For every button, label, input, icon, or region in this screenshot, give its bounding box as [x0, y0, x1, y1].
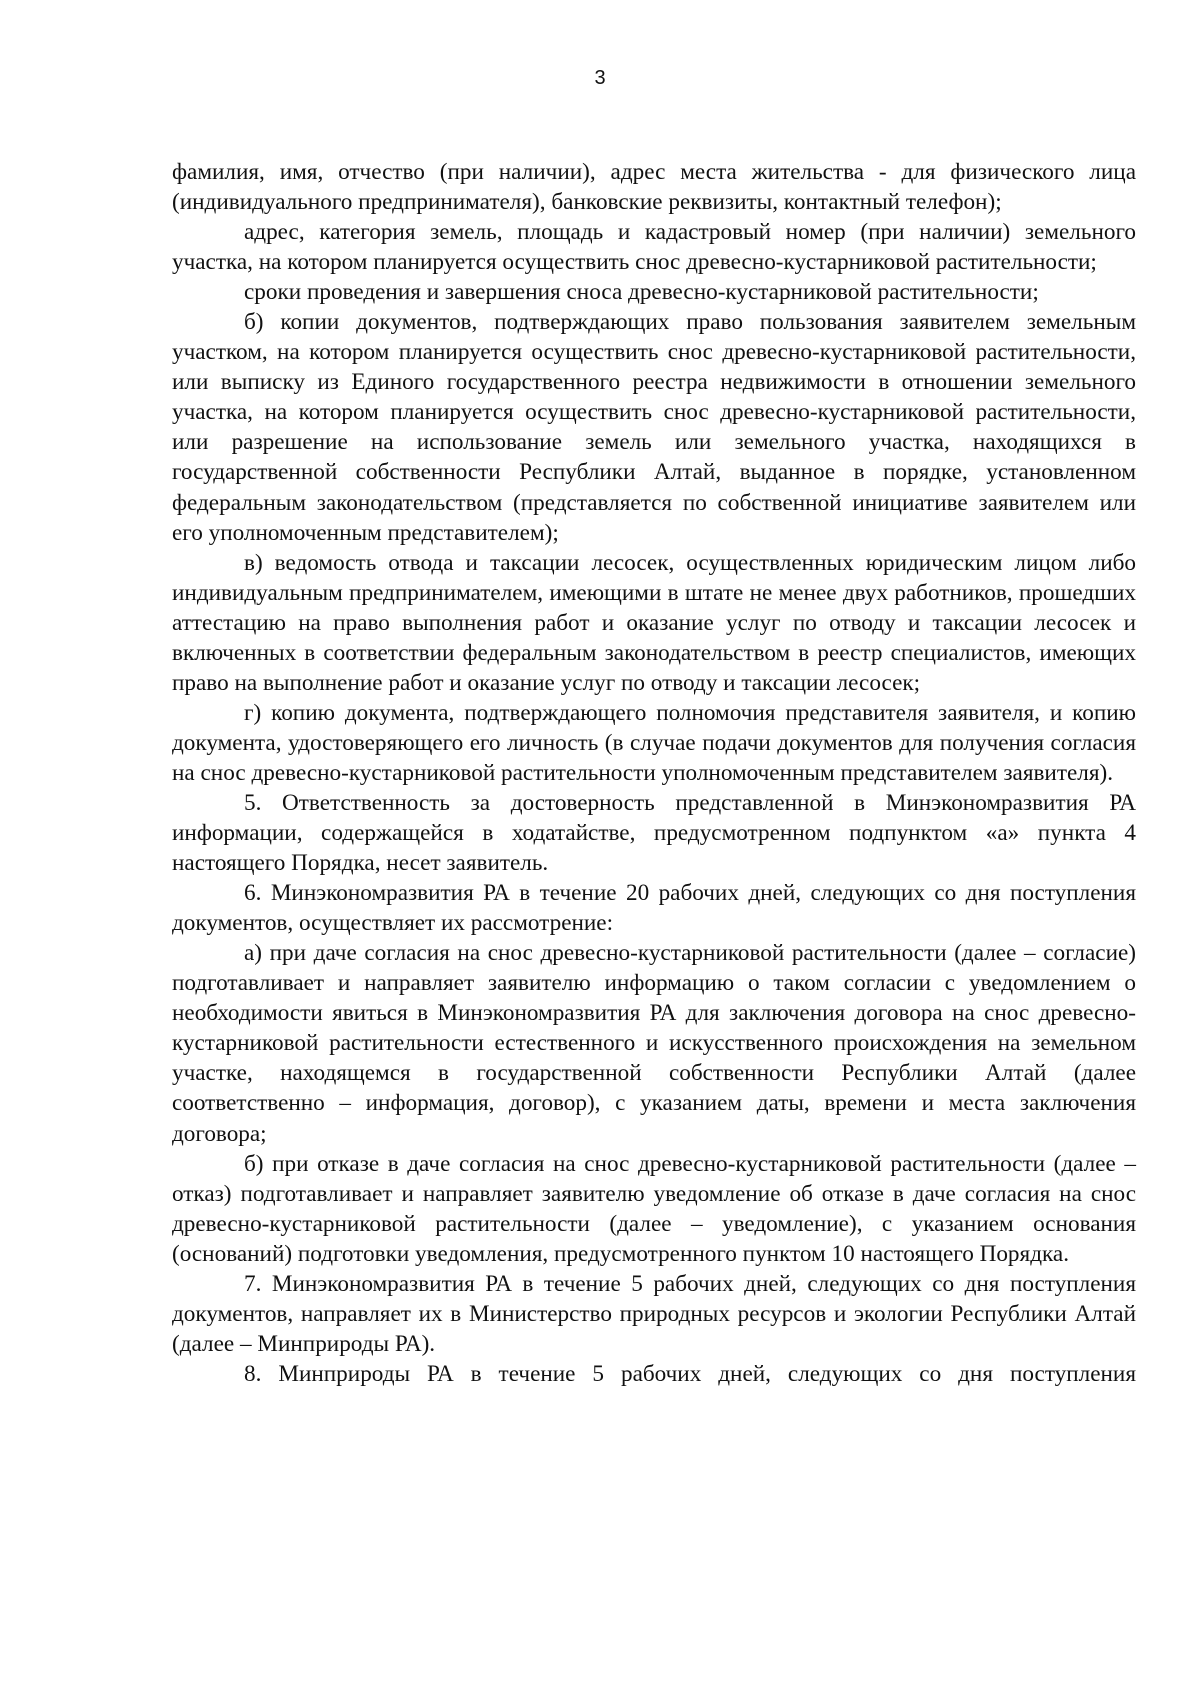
page-number: 3 [594, 67, 606, 89]
paragraph: в) ведомость отвода и таксации лесосек, осуществленных юридическим лицом либо индивидуальным предпринимателем, имеющими в штате не менее двух работников, прошедших аттестацию на право выполнения работ и оказание услуг по отводу и таксации лесосек и включенных в соответствии федеральным законодательством в реестр специалистов, имеющих право на выполнение работ и оказание услуг по отводу и таксации лесосек; [172, 549, 1136, 696]
paragraph: сроки проведения и завершения сноса древесно-кустарниковой растительности; [244, 279, 1039, 306]
paragraph: г) копию документа, подтверждающего полномочия представителя заявителя, и копию документа, удостоверяющего его личность (в случае подачи документов для получения согласия на снос древесно-кустарниковой растительности уполномоченным представителем заявителя). [172, 699, 1136, 786]
paragraph: фамилия, имя, отчество (при наличии), адрес места жительства - для физического лица (индивидуального предпринимателя), банковские реквизиты, контактный телефон); [172, 159, 1136, 216]
paragraph: 6. Минэкономразвития РА в течение 20 рабочих дней, следующих со дня поступления документов, осуществляет их рассмотрение: [172, 880, 1136, 937]
paragraph: б) при отказе в даче согласия на снос древесно-кустарниковой растительности (далее – отказ) подготавливает и направляет заявителю уведомление об отказе в даче согласия на снос древесно-кустарниковой растительности (далее – уведомление), с указанием основания (оснований) подготовки уведомления, предусмотренного пунктом 10 настоящего Порядка. [172, 1150, 1136, 1267]
document-body [172, 157, 1136, 1389]
paragraph: 7. Минэкономразвития РА в течение 5 рабочих дней, следующих со дня поступления документов, направляет их в Министерство природных ресурсов и экологии Республики Алтай (далее – Минприроды РА). [172, 1270, 1136, 1357]
paragraph: 8. Минприроды РА в течение 5 рабочих дней, следующих со дня поступления [244, 1360, 1136, 1387]
paragraph: а) при даче согласия на снос древесно-кустарниковой растительности (далее – согласие) подготавливает и направляет заявителю информацию о таком согласии с уведомлением о необходимости явиться в Минэкономразвития РА для заключения договора на снос древесно-кустарниковой растительности естественного и искусственного происхождения на земельном участке, находящемся в государственной собственности Республики Алтай (далее соответственно – информация, договор), с указанием даты, времени и места заключения договора; [172, 940, 1136, 1147]
paragraph: б) копии документов, подтверждающих право пользования заявителем земельным участком, на котором планируется осуществить снос древесно-кустарниковой растительности, или выписку из Единого государственного реестра недвижимости в отношении земельного участка, на котором планируется осуществить снос древесно-кустарниковой растительности, или разрешение на использование земель или земельного участка, находящихся в государственной собственности Республики Алтай, выданное в порядке, установленном федеральным законодательством (представляется по собственной инициативе заявителем или его уполномоченным представителем); [172, 309, 1136, 546]
paragraph: адрес, категория земель, площадь и кадастровый номер (при наличии) земельного участка, на котором планируется осуществить снос древесно-кустарниковой растительности; [172, 219, 1136, 276]
paragraph: 5. Ответственность за достоверность представленной в Минэкономразвития РА информации, содержащейся в ходатайстве, предусмотренном подпунктом «а» пункта 4 настоящего Порядка, несет заявитель. [172, 789, 1136, 877]
